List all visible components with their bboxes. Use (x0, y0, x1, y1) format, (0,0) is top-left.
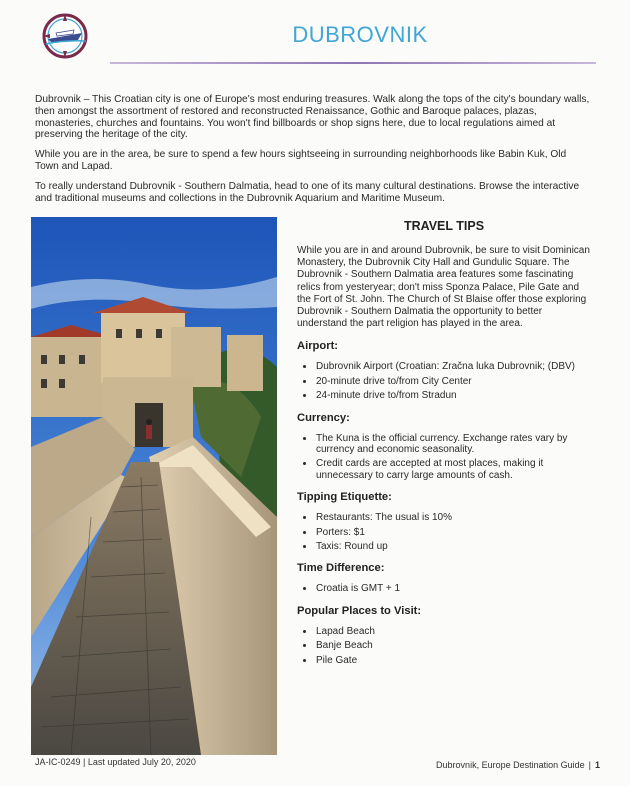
list-item: • The Kuna is the official currency. Exchange rates vary by currency and economic seasonality. (315, 433, 591, 456)
list-item: • Lapad Beach (315, 626, 591, 637)
tipping-list (297, 512, 591, 552)
page-number: 1 (594, 760, 600, 770)
list-item: • Restaurants: The usual is 10% (315, 512, 591, 523)
airport-list (297, 361, 591, 401)
cruise-ship-compass-logo-icon (40, 13, 90, 59)
list-item: • Porters: $1 (315, 527, 591, 538)
travel-tips-heading: TRAVEL TIPS (403, 219, 485, 233)
list-item: • Dubrovnik Airport (Croatian: Zračna luka Dubrovnik; (DBV) (315, 361, 591, 372)
list-item: • Croatia is GMT + 1 (315, 583, 591, 594)
list-item: • 24-minute drive to/from Stradun (315, 390, 591, 401)
page-title: DUBROVNIK (292, 22, 428, 47)
currency-section (297, 412, 591, 482)
city-walls-photo (31, 217, 277, 755)
time-difference-list (297, 583, 591, 594)
travel-tips-column (297, 220, 591, 676)
section-heading: Popular Places to Visit: (297, 604, 422, 617)
intro-paragraph: While you are in the area, be sure to spend a few hours sightseeing in surrounding neighborhoods like Babin Kuk, Old Town and Lapad. (35, 149, 567, 172)
intro-section (35, 94, 590, 212)
intro-paragraph: To really understand Dubrovnik - Southern Dalmatia, head to one of its many cultural destinations. Browse the interactive and traditional museums and collections in the Dubrovnik Aquarium and Maritime Museum. (35, 180, 580, 204)
currency-list (297, 433, 591, 482)
intro-paragraph: Dubrovnik – This Croatian city is one of Europe's most enduring treasures. Walk along the tops of the city's boundary walls, then amongst the assortment of restored and reconstructed Renaissance, Gothic and Baroque palaces, plazas, monasteries, churches and fountains. You won't find billboards or shop signs here, due to local regulations aimed at preserving the heritage of the city. (35, 94, 590, 141)
list-item: • Pile Gate (315, 655, 591, 666)
travel-tips-body: While you are in and around Dubrovnik, be sure to visit Dominican Monastery, the Dubrovnik City Hall and Gundulic Square. The Dubrovnik - Southern Dalmatia area features some fascinating relics from yesteryear; don't miss Sponza Palace, Pile Gate and the Fort of St. John. The Church of St Blaise offer those exploring Dubrovnik - Southern Dalmatia the opportunity to better understand the part religion has played in the area. (297, 245, 590, 330)
list-item: • Taxis: Round up (315, 541, 591, 552)
section-heading: Currency: (297, 411, 350, 424)
airport-section (297, 340, 591, 401)
section-heading: Time Difference: (297, 562, 385, 575)
list-item: • 20-minute drive to/from City Center (315, 376, 591, 387)
section-heading: Tipping Etiquette: (297, 491, 392, 504)
list-item: • Banje Beach (315, 640, 591, 651)
popular-places-section (297, 605, 591, 666)
document-id-footer: JA-IC-0249 | Last updated July 20, 2020 (35, 757, 196, 767)
tipping-section (297, 491, 591, 552)
guide-footer (436, 760, 600, 770)
title-divider (110, 62, 596, 64)
popular-places-list (297, 626, 591, 666)
time-difference-section (297, 562, 591, 594)
guide-title: Dubrovnik, Europe Destination Guide (436, 760, 585, 770)
list-item: • Credit cards are accepted at most places, making it unnecessary to carry large amounts of cash. (315, 458, 591, 481)
section-heading: Airport: (297, 340, 339, 353)
footer-separator: | (588, 760, 591, 770)
